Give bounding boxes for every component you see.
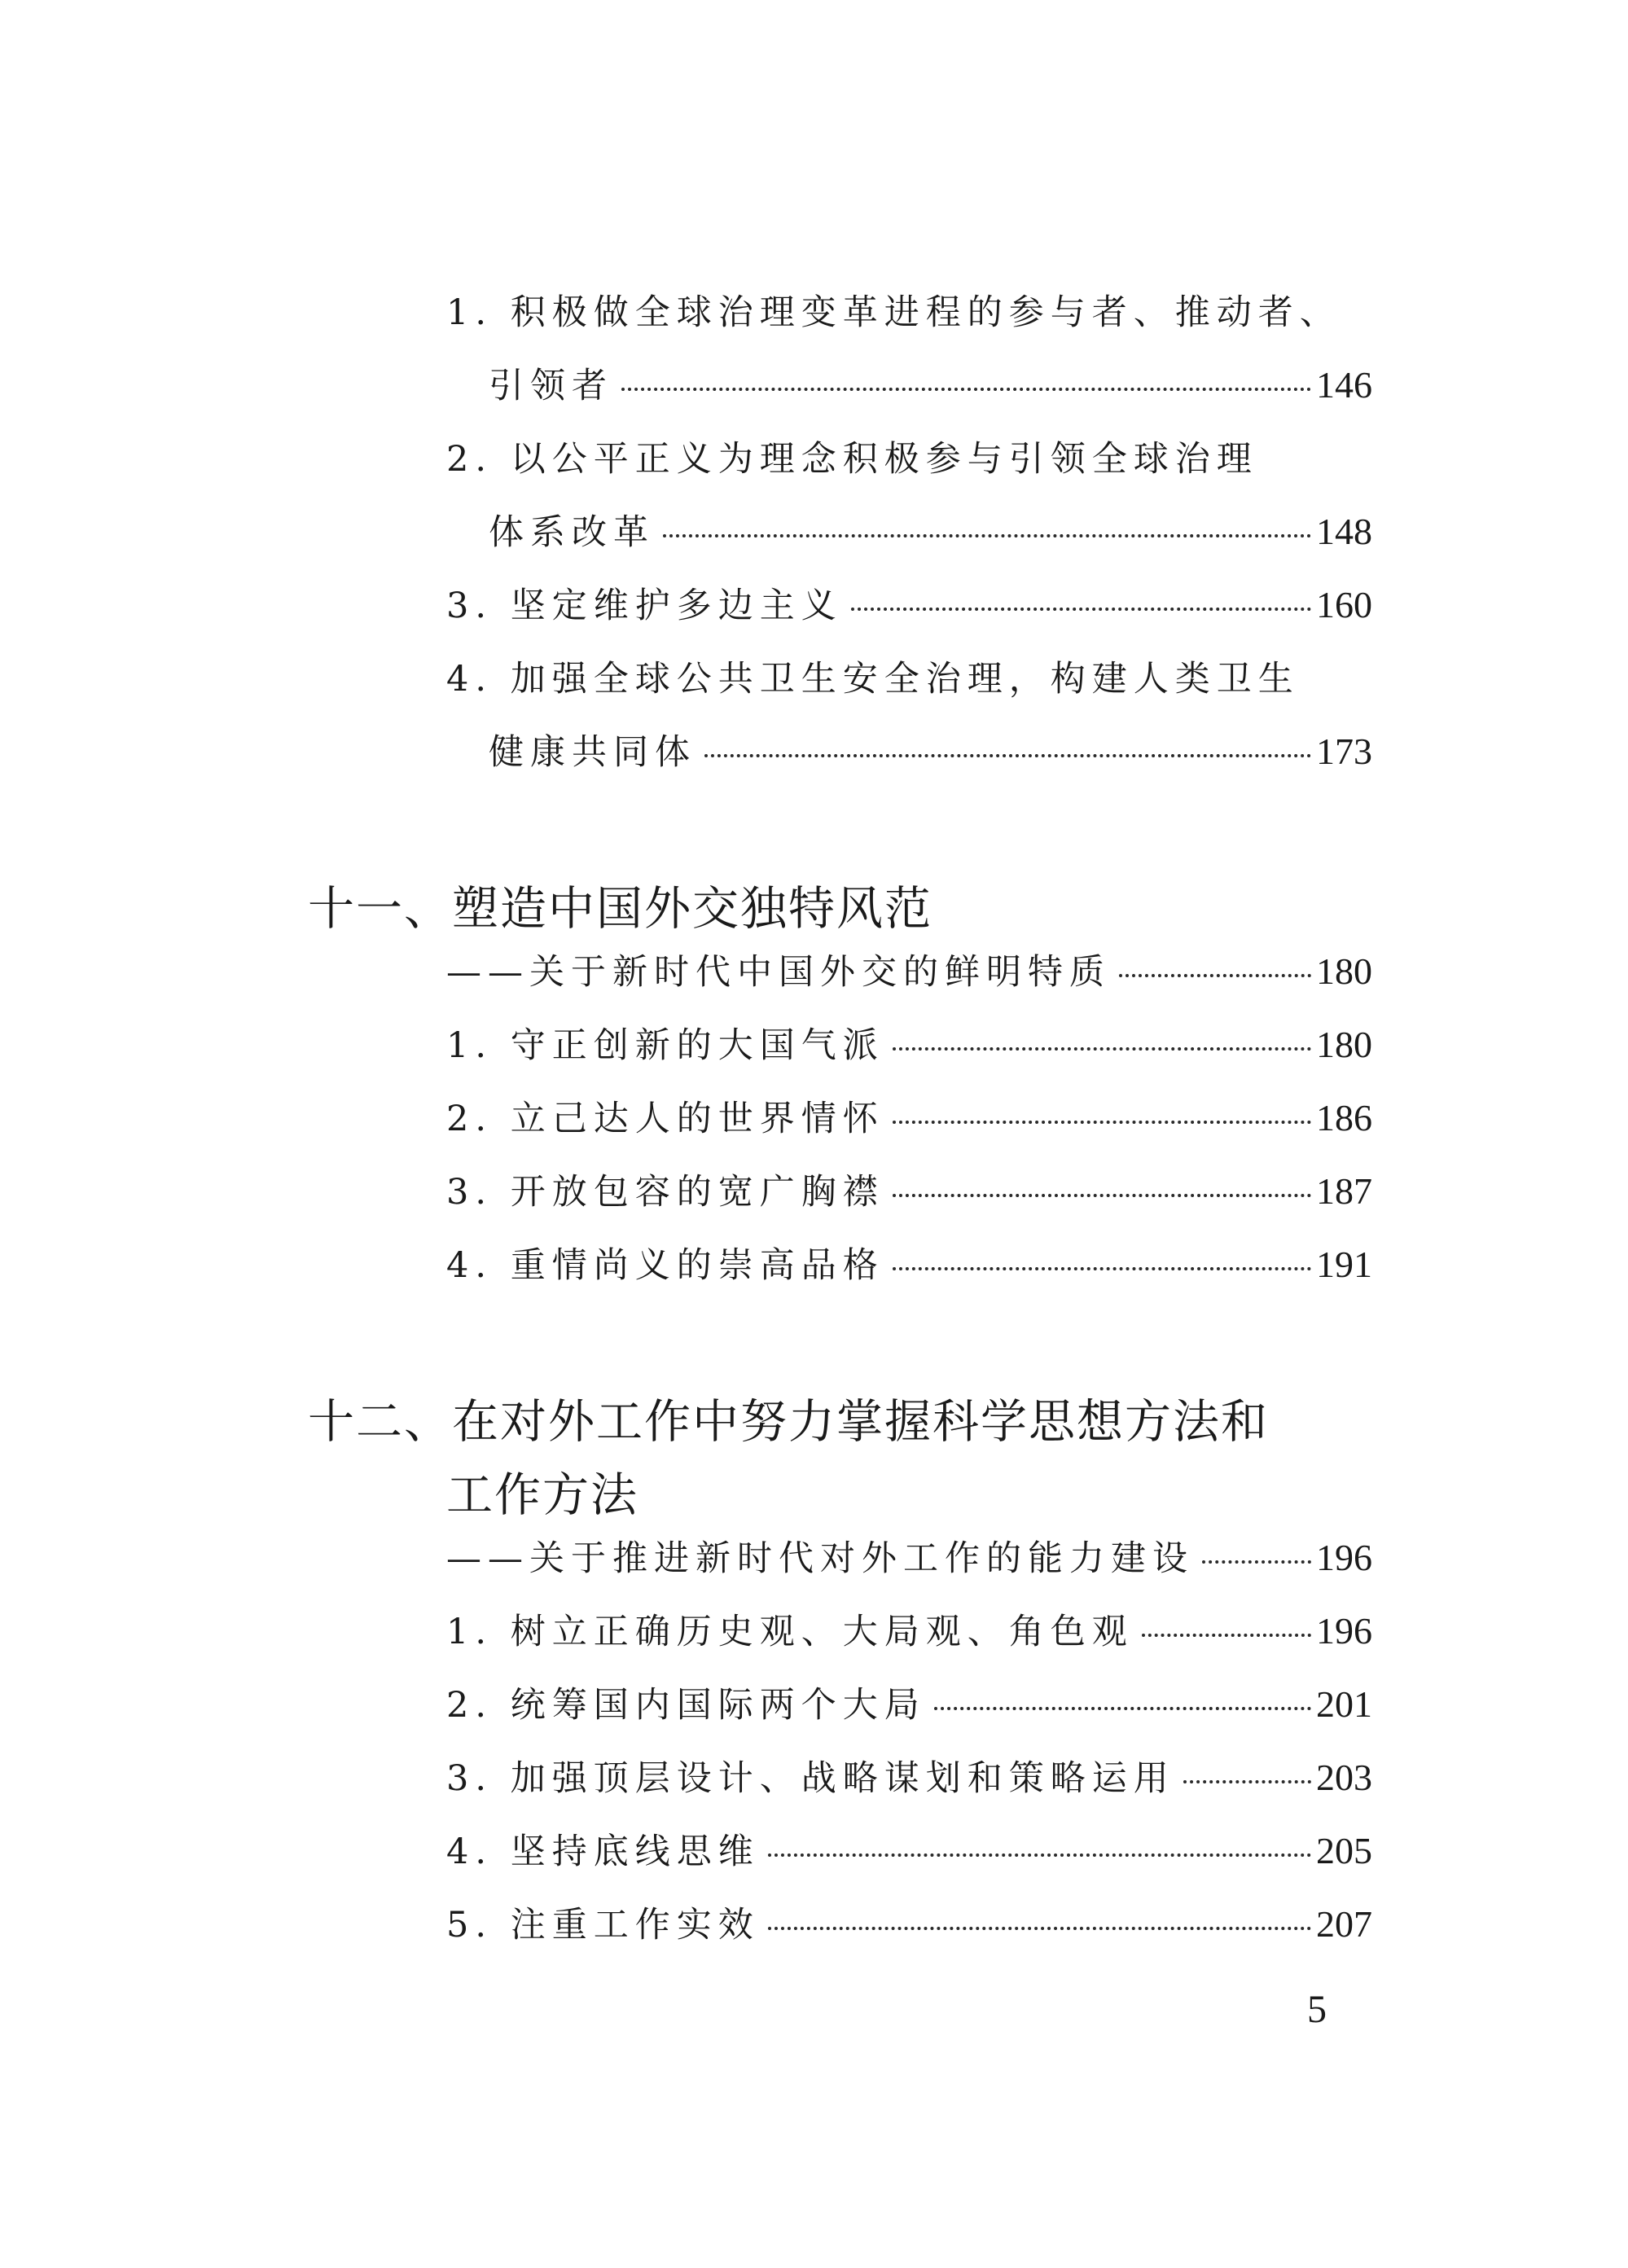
toc-entry-title: 2. 统筹国内国际两个大局 [446, 1685, 926, 1726]
dot-leader [893, 1120, 1311, 1124]
toc-entry-title: 1. 守正创新的大国气派 [446, 1025, 884, 1066]
toc-page-number: 186 [1316, 1097, 1372, 1138]
toc-entry-title: 4. 坚持底线思维 [446, 1832, 760, 1872]
toc-entry-title: 4. 重情尚义的崇高品格 [446, 1245, 884, 1286]
chapter-subtitle: ——关于新时代中国外交的鲜明特质 [446, 952, 1111, 993]
toc-entry-line [446, 1091, 1372, 1143]
chapter-heading: 十一、塑造中国外交独特风范 [308, 882, 932, 936]
dot-leader [663, 533, 1311, 537]
toc-entry-line [446, 945, 1372, 997]
toc-entry-title: 4. 加强全球公共卫生安全治理，构建人类卫生 [446, 659, 1300, 700]
toc-page-number: 203 [1316, 1757, 1372, 1798]
toc-entry-title: 3. 坚定维护多边主义 [446, 586, 843, 626]
toc-page-number: 148 [1316, 511, 1372, 552]
toc-entry-title: 3. 加强顶层设计、战略谋划和策略运用 [446, 1758, 1175, 1799]
toc-entry-title: 体系改革 [489, 512, 655, 553]
toc-entry-line [446, 1678, 1372, 1730]
dot-leader [893, 1266, 1311, 1270]
chapter-heading: 十二、在对外工作中努力掌握科学思想方法和 [308, 1395, 1269, 1449]
dot-leader [1119, 973, 1311, 977]
toc-entry-line [446, 285, 1375, 337]
toc-entry-line [446, 651, 1375, 704]
toc-page-number: 160 [1316, 584, 1372, 625]
toc-entry-title: 1. 积极做全球治理变革进程的参与者、推动者、 [446, 292, 1341, 333]
toc-entry-line [446, 1897, 1372, 1950]
toc-entry-line [446, 1531, 1372, 1583]
toc-entry-title: 1. 树立正确历史观、大局观、角色观 [446, 1612, 1134, 1652]
toc-page-number: 180 [1316, 950, 1372, 992]
toc-entry-line [446, 432, 1375, 484]
dot-leader [621, 387, 1311, 391]
page-folio: 5 [1307, 1988, 1327, 2031]
toc-page-number: 207 [1316, 1903, 1372, 1945]
toc-entry-line [446, 1604, 1372, 1656]
dot-leader [893, 1193, 1311, 1197]
toc-entry-line [489, 505, 1372, 557]
chapter-subtitle: ——关于推进新时代对外工作的能力建设 [446, 1538, 1194, 1579]
dot-leader [704, 753, 1311, 757]
toc-page-number: 205 [1316, 1830, 1372, 1871]
toc-entry-title: 3. 开放包容的宽广胸襟 [446, 1172, 884, 1213]
toc-entry-line [446, 578, 1372, 630]
toc-page-number: 187 [1316, 1170, 1372, 1212]
toc-page-number: 196 [1316, 1537, 1372, 1578]
toc-entry-title: 2. 以公平正义为理念积极参与引领全球治理 [446, 439, 1258, 480]
toc-entry-line [489, 725, 1372, 777]
toc-entry-line [446, 1165, 1372, 1217]
dot-leader [893, 1046, 1311, 1051]
toc-entry-line [446, 1018, 1372, 1070]
chapter-heading-continued: 工作方法 [446, 1468, 638, 1522]
dot-leader [1202, 1560, 1311, 1564]
toc-page-number: 146 [1316, 364, 1372, 406]
dot-leader [1183, 1779, 1311, 1783]
dot-leader [934, 1706, 1311, 1710]
toc-entry-line [446, 1824, 1372, 1876]
toc-entry-title: 健康共同体 [489, 732, 696, 773]
toc-page-number: 201 [1316, 1683, 1372, 1725]
dot-leader [768, 1853, 1311, 1857]
dot-leader [768, 1926, 1311, 1930]
toc-entry-title: 5. 注重工作实效 [446, 1905, 760, 1946]
toc-page-number: 196 [1316, 1610, 1372, 1652]
toc-entry-line [446, 1751, 1372, 1803]
toc-entry-title: 引领者 [489, 366, 613, 406]
toc-entry-line [446, 1238, 1372, 1290]
toc-entry-line [489, 358, 1372, 410]
dot-leader [851, 607, 1311, 611]
toc-entry-title: 2. 立己达人的世界情怀 [446, 1099, 884, 1139]
toc-page-number: 180 [1316, 1024, 1372, 1065]
dot-leader [1142, 1633, 1311, 1637]
toc-page-number: 173 [1316, 730, 1372, 772]
toc-page-number: 191 [1316, 1244, 1372, 1285]
